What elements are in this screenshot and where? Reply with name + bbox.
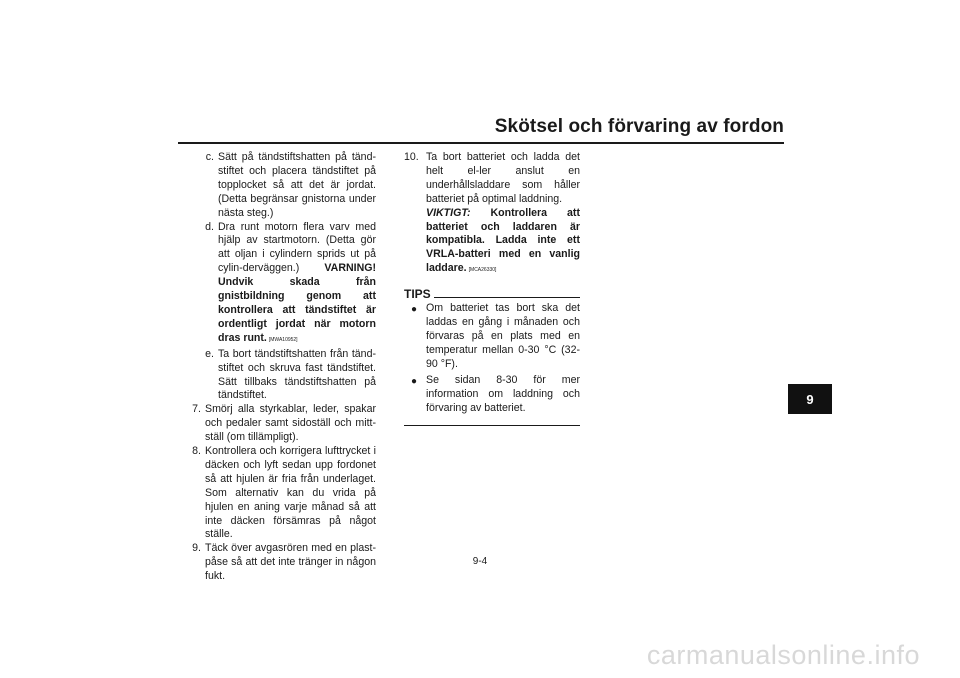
tips-end-rule xyxy=(404,425,580,426)
list-item-e xyxy=(186,348,376,404)
bullet-icon: ● xyxy=(411,304,418,316)
item-text: Smörj alla styrkablar, leder, spakar och pedaler samt sidoställ och mitt-ställ (om tillämpligt). xyxy=(205,403,376,444)
right-column xyxy=(404,151,580,426)
tips-box xyxy=(404,288,580,426)
watermark: carmanualsonline.info xyxy=(646,640,920,670)
item-label: 8. xyxy=(192,445,201,458)
tip-text: Om batteriet tas bort ska det laddas en gång i månaden och förvaras på en plats med en temperatur mellan 0-30 °C (32-90 °F). xyxy=(426,302,580,370)
important-text: Kontrollera att batteriet och laddaren är kompatibla. Ladda inte ett VRLA-batteri med en vanlig laddare. xyxy=(426,206,580,275)
item-label: 9. xyxy=(192,542,201,555)
tips-rule xyxy=(434,297,580,298)
tip-item xyxy=(404,374,580,416)
tip-text: Se sidan 8-30 för mer information om laddning och förvaring av batteriet. xyxy=(426,373,580,414)
item-text: Ta bort batteriet och ladda det helt el-ler anslut en underhållsladdare som håller batteriet på optimal laddning. xyxy=(426,151,580,205)
warning-code: [MWA10952] xyxy=(268,336,298,343)
item-label: c. xyxy=(205,151,214,163)
item-label: d. xyxy=(205,220,214,233)
left-column xyxy=(186,151,376,584)
page-title: Skötsel och förvaring av fordon xyxy=(494,116,784,137)
tips-header xyxy=(404,288,580,300)
page-number: 9-4 xyxy=(472,556,488,567)
item-text-block xyxy=(426,151,580,278)
tip-item xyxy=(404,302,580,372)
item-text-block xyxy=(218,221,376,348)
bullet-icon: ● xyxy=(411,375,418,387)
item-text: Dra runt motorn flera varv med hjälp av startmotorn. (Detta gör att oljan i cylindern sprids ut på cylin-derväggen.) xyxy=(218,220,376,275)
header-rule xyxy=(178,142,784,144)
chapter-tab: 9 xyxy=(788,384,832,414)
item-text: Täck över avgasrören med en plast-påse så att det inte tränger in någon fukt. xyxy=(205,542,376,583)
item-label: 10. xyxy=(404,151,419,163)
item-text: Sätt på tändstiftshatten på tänd-stiftet och placera tändstiftet på topplocket så att det är jordat. (Detta begränsar gnistorna under nästa steg.) xyxy=(218,151,376,219)
tips-heading: TIPS xyxy=(404,287,431,302)
list-item-8 xyxy=(186,445,376,542)
list-item-d xyxy=(186,221,376,348)
list-item-7 xyxy=(186,403,376,445)
warning-text: VARNING! Undvik skada från gnistbildning genom att kontrollera att tändstiftet är ordentligt jordat när motorn dras runt. xyxy=(218,262,376,344)
item-label: 7. xyxy=(192,403,201,416)
item-text: Kontrollera och korrigera lufttrycket i däcken och lyft sedan upp fordonet så att hjulen är fria från underlaget. Som alternativ kan du vrida på hjulen en aning varje månad så att inte däcken försämras på något ställe. xyxy=(205,445,376,541)
important-code: [MCA26330] xyxy=(468,267,497,274)
item-text: Ta bort tändstiftshatten från tänd-stiftet och skruva fast tändstiftet. Sätt tillbaks tändstiftshatten på tändstiftet. xyxy=(218,347,376,402)
list-item-c xyxy=(186,151,376,221)
list-item-10 xyxy=(404,151,580,278)
item-label: e. xyxy=(205,347,214,360)
important-label: VIKTIGT: xyxy=(426,206,471,219)
